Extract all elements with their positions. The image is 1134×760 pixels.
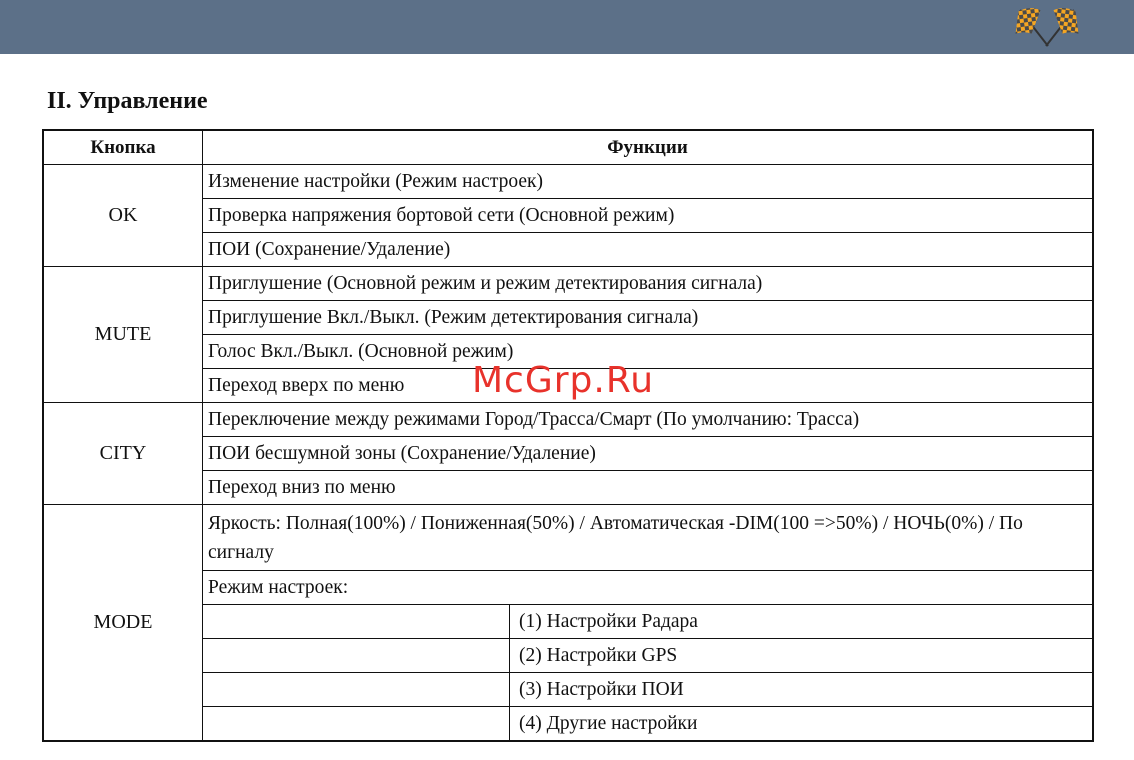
button-mode-label: MODE [44,505,203,741]
empty-cell [203,605,510,639]
empty-cell [203,707,510,741]
table-row [44,505,1093,571]
function-cell: Приглушение (Основной режим и режим детектирования сигнала) [203,267,1093,301]
function-cell: Приглушение Вкл./Выкл. (Режим детектирования сигнала) [203,301,1093,335]
settings-item: (2) Настройки GPS [510,639,1093,673]
settings-item: (3) Настройки ПОИ [510,673,1093,707]
function-cell-brightness: Яркость: Полная(100%) / Пониженная(50%) / Автоматическая -DIM(100 =>50%) / НОЧЬ(0%) / По сигналу [203,505,1093,571]
controls-table [43,130,1093,741]
function-cell-settings-label: Режим настроек: [203,571,1093,605]
settings-item: (4) Другие настройки [510,707,1093,741]
function-cell: Переход вниз по меню [203,471,1093,505]
watermark: McGrp.Ru [472,360,655,401]
button-mute-label: MUTE [44,267,203,403]
button-ok-label: OK [44,165,203,267]
function-cell: Переход вверх по меню [203,369,1093,403]
function-cell: Проверка напряжения бортовой сети (Основной режим) [203,199,1093,233]
empty-cell [203,639,510,673]
settings-item: (1) Настройки Радара [510,605,1093,639]
function-cell: Изменение настройки (Режим настроек) [203,165,1093,199]
section-heading: II. Управление [47,88,208,114]
function-cell: ПОИ (Сохранение/Удаление) [203,233,1093,267]
empty-cell [203,673,510,707]
table-row [44,403,1093,437]
checkered-flags-icon [1012,6,1082,48]
button-city-label: CITY [44,403,203,505]
function-cell: Переключение между режимами Город/Трасса/Смарт (По умолчанию: Трасса) [203,403,1093,437]
table-row [44,165,1093,199]
table-row [44,267,1093,301]
column-header-functions: Функции [203,131,1093,165]
column-header-button: Кнопка [44,131,203,165]
function-cell: Голос Вкл./Выкл. (Основной режим) [203,335,1093,369]
header-bar [0,0,1134,54]
function-cell: ПОИ бесшумной зоны (Сохранение/Удаление) [203,437,1093,471]
table-header-row [44,131,1093,165]
